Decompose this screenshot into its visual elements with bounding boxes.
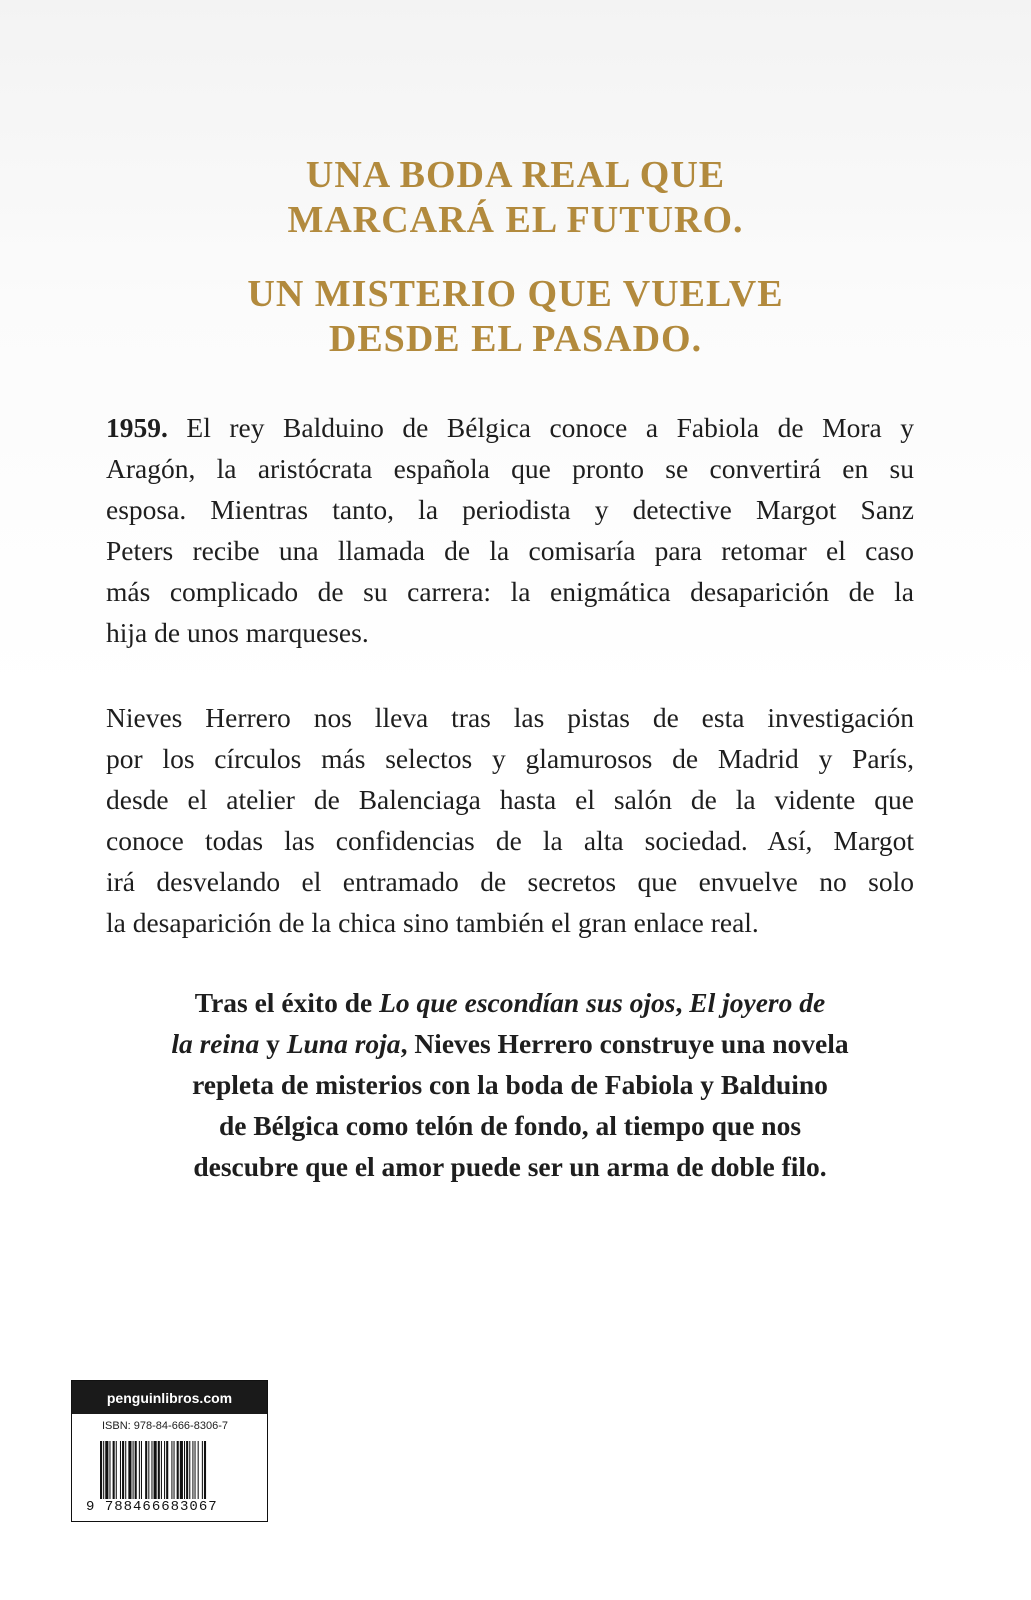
synopsis-line: más complicado de su carrera: la enigmática desaparición de la	[106, 576, 914, 607]
synopsis-line: Nieves Herrero nos lleva tras las pistas de esta investigación	[106, 702, 914, 733]
isbn-label: ISBN: 978-84-666-8306-7	[102, 1420, 228, 1432]
synopsis-line: esposa. Mientras tanto, la periodista y detective Margot Sanz	[106, 494, 914, 525]
synopsis-line: por los círculos más selectos y glamurosos de Madrid y París,	[106, 743, 914, 774]
book-title: El joyero de	[689, 987, 826, 1018]
synopsis-line: la desaparición de la chica sino también el gran enlace real.	[106, 907, 759, 938]
synopsis-line: irá desvelando el entramado de secretos que envuelve no solo	[106, 866, 914, 897]
tagline-mystery	[0, 272, 1031, 362]
tagline-line: UNA BODA REAL QUE	[305, 154, 726, 196]
tagline-royal-wedding	[0, 153, 1031, 243]
book-title: Lo que escondían sus ojos	[379, 987, 676, 1018]
tagline-line: UN MISTERIO QUE VUELVE	[247, 273, 784, 315]
synopsis-line: desde el atelier de Balenciaga hasta el salón de la vidente que	[106, 784, 914, 815]
book-title: Luna roja	[286, 1028, 401, 1059]
publisher-website: penguinlibros.com	[72, 1381, 267, 1414]
barcode-number: 9 788466683067	[86, 1499, 218, 1515]
synopsis-paragraph-2	[106, 697, 914, 943]
tagline-line: DESDE EL PASADO.	[328, 318, 703, 360]
synopsis-line: hija de unos marqueses.	[106, 617, 369, 648]
synopsis-line: conoce todas las confidencias de la alta sociedad. Así, Margot	[106, 825, 914, 856]
author-blurb: Tras el éxito de Lo que escondían sus ojos, El joyero de la reina y Luna roja, Nieves Herrero construye una novela repleta de misterios con la boda de Fabiola y Balduino de Bélgica como telón de fondo, al tiempo que nos descubre que el amor puede ser un arma de doble filo.	[171, 987, 849, 1182]
synopsis-paragraph-1	[106, 407, 914, 653]
synopsis-line: Aragón, la aristócrata española que pronto se convertirá en su	[106, 453, 914, 484]
synopsis-line: El rey Balduino de Bélgica conoce a Fabiola de Mora y	[167, 412, 914, 443]
barcode-bars	[100, 1441, 242, 1499]
tagline-line: MARCARÁ EL FUTURO.	[287, 199, 744, 241]
isbn-barcode-box	[71, 1380, 268, 1522]
synopsis-year: 1959.	[106, 412, 168, 443]
synopsis-line: Peters recibe una llamada de la comisaría para retomar el caso	[106, 535, 914, 566]
book-title: la reina	[171, 1028, 260, 1059]
